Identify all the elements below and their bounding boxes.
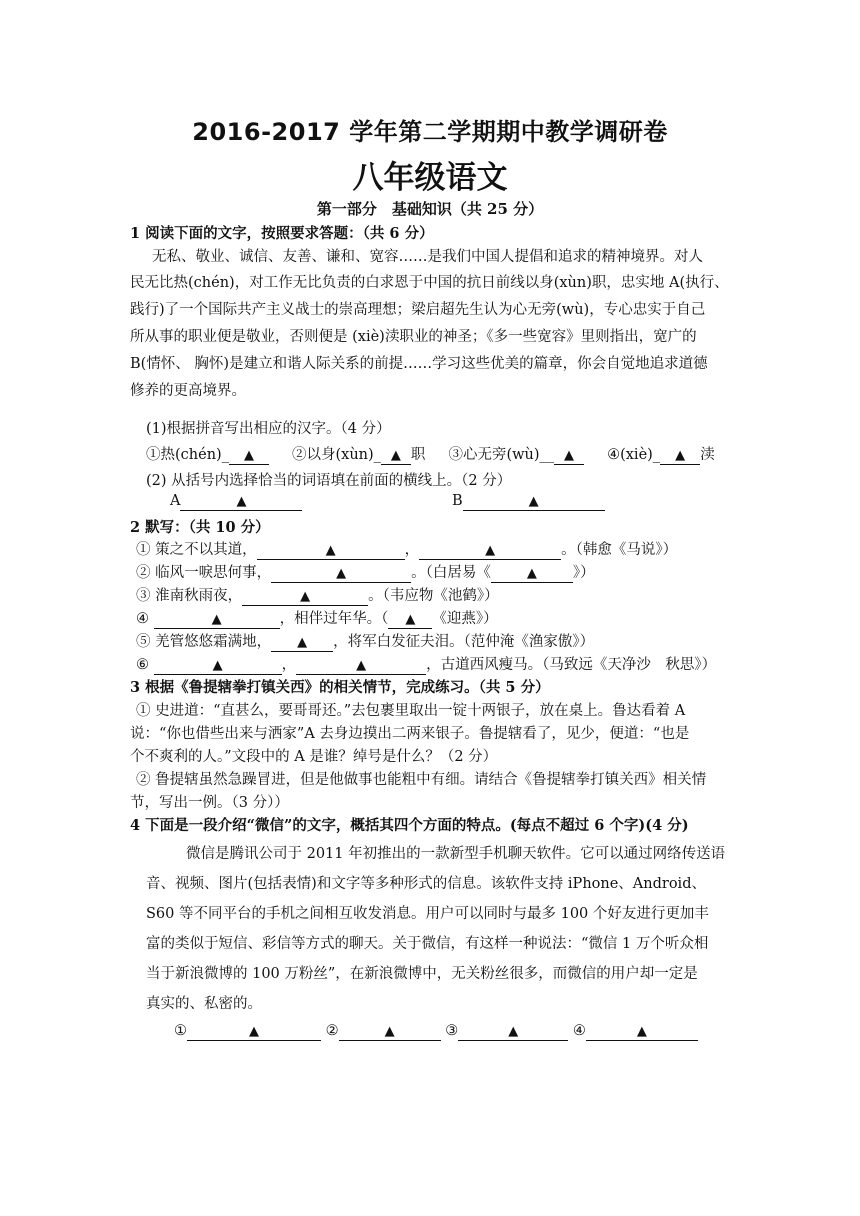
- answer-blank[interactable]: [271, 634, 333, 652]
- item-label: A: [170, 493, 181, 509]
- q4-passage-line: 当于新浪微博的 100 万粉丝”，在新浪微博中，无关粉丝很多，而微信的用户却一定是: [146, 966, 698, 982]
- triangle-marker-icon: ▲: [390, 448, 401, 463]
- answer-blank[interactable]: [257, 542, 405, 560]
- q1-sub1: (1)根据拼音写出相应的汉字。（4 分）: [146, 421, 391, 437]
- item-text: ⑤ 羌管悠悠霜满地，: [136, 634, 272, 650]
- q3-line: 说：“你也借些出来与洒家”A 去身边摸出二两来银子。鲁提辖看了，见少，便道：“也是: [130, 726, 690, 742]
- item-text: ，将军白发征夫泪。（范仲淹《渔家傲》）: [333, 634, 595, 650]
- answer-blank[interactable]: [586, 1023, 698, 1041]
- q3-line: 个不爽利的人。”文段中的 A 是谁？绰号是什么？（2 分）: [130, 749, 498, 765]
- answer-blank[interactable]: [296, 657, 426, 675]
- answer-blank[interactable]: [242, 588, 368, 606]
- q1-passage-line: 践行)了一个国际共产主义战士的崇高理想；梁启超先生认为心无旁(wù)，专心忠实于自己: [130, 302, 706, 318]
- triangle-marker-icon: ▲: [675, 448, 686, 463]
- q1-sub1-items: [146, 443, 715, 465]
- triangle-marker-icon: ▲: [405, 612, 416, 627]
- item-text: ，古道西风瘦马。（马致远《天净沙 秋思》）: [426, 657, 717, 673]
- answer-blank[interactable]: [271, 565, 411, 583]
- answer-blank[interactable]: [187, 1023, 321, 1041]
- item-label: B: [452, 493, 463, 509]
- q2-item: [136, 653, 716, 675]
- item-text: 。（韦应物《池鹤》）: [368, 588, 499, 604]
- answer-blank[interactable]: [339, 1023, 441, 1041]
- item-text: ，: [281, 657, 297, 673]
- item-text: ⑥: [136, 657, 154, 673]
- q1-passage-line: 所从事的职业便是敬业，否则便是 (xiè)渎职业的神圣；《多一些宽容》里则指出，宽广的: [130, 329, 697, 345]
- triangle-marker-icon: ▲: [336, 566, 347, 581]
- item-label: ②: [325, 1023, 339, 1039]
- answer-blank[interactable]: [154, 657, 282, 675]
- answer-blank[interactable]: [388, 611, 432, 629]
- exam-title: 2016-2017 学年第二学期期中教学调研卷: [192, 118, 668, 146]
- item-label: 渎: [700, 447, 715, 463]
- triangle-marker-icon: ▲: [243, 448, 254, 463]
- triangle-marker-icon: ▲: [249, 1024, 259, 1039]
- answer-blank[interactable]: [554, 447, 584, 465]
- triangle-marker-icon: ▲: [356, 658, 367, 673]
- answer-blank-a[interactable]: [180, 493, 302, 511]
- triangle-marker-icon: ▲: [485, 543, 496, 558]
- item-label: ③: [445, 1023, 459, 1039]
- q1-heading: 1 阅读下面的文字，按照要求答题：（共 6 分）: [130, 225, 434, 242]
- item-label: ①: [174, 1023, 187, 1039]
- q2-item: [136, 584, 499, 606]
- q4-answers: [174, 1023, 698, 1041]
- q1-sub2: (2) 从括号内选择恰当的词语填在前面的横线上。（2 分）: [146, 473, 512, 489]
- q4-passage-line: 音、视频、图片(包括表情)和文字等多种形式的信息。该软件支持 iPhone、Android、: [146, 876, 706, 892]
- answer-blank[interactable]: [381, 447, 411, 465]
- item-text: ，: [404, 542, 420, 558]
- q2-item: [136, 561, 595, 583]
- triangle-marker-icon: ▲: [325, 543, 336, 558]
- triangle-marker-icon: ▲: [508, 1024, 519, 1039]
- item-text: ，相伴过年华。（: [279, 611, 389, 627]
- q2-item: [136, 630, 594, 652]
- triangle-marker-icon: ▲: [526, 566, 537, 581]
- answer-blank[interactable]: [491, 565, 573, 583]
- triangle-marker-icon: ▲: [564, 448, 575, 463]
- q3-heading: 3 根据《鲁提辖拳打镇关西》的相关情节，完成练习。（共 5 分）: [130, 679, 550, 696]
- answer-blank[interactable]: [419, 542, 561, 560]
- triangle-marker-icon: ▲: [636, 1024, 647, 1039]
- item-label: ④: [572, 1023, 586, 1039]
- q1-passage-line: 民无比热(chén)，对工作无比负责的白求恩于中国的抗日前线以身(xùn)职，忠实地 A(执行、: [130, 275, 729, 291]
- q3-line: 节，写出一例。（3 分））: [130, 795, 289, 811]
- q1-passage-line: 修养的更高境界。: [130, 383, 246, 399]
- subject-title: 八年级语文: [352, 160, 508, 196]
- item-label: 职: [410, 447, 426, 463]
- q1-sub2-a: [170, 493, 302, 511]
- triangle-marker-icon: ▲: [297, 635, 308, 650]
- triangle-marker-icon: ▲: [212, 658, 223, 673]
- triangle-marker-icon: ▲: [528, 494, 539, 509]
- q3-line: ② 鲁提辖虽然急躁冒进，但是他做事也能粗中有细。请结合《鲁提辖拳打镇关西》相关情: [136, 772, 707, 788]
- q2-item: [136, 538, 677, 560]
- item-text: 》）: [572, 565, 595, 581]
- item-label: ①热(chén)_: [146, 447, 229, 463]
- item-label: ③心无旁(wù)__: [448, 447, 555, 463]
- item-text: 。（韩愈《马说》）: [561, 542, 678, 558]
- answer-blank[interactable]: [660, 447, 700, 465]
- item-text: ① 策之不以其道，: [136, 542, 257, 558]
- answer-blank-b[interactable]: [463, 493, 605, 511]
- answer-blank[interactable]: [229, 447, 269, 465]
- item-text: 《迎燕》）: [432, 611, 498, 627]
- item-text: 。（白居易《: [411, 565, 491, 581]
- q4-passage-line: S60 等不同平台的手机之间相互收发消息。用户可以同时与最多 100 个好友进行更加丰: [146, 906, 709, 922]
- q4-passage-line: 微信是腾讯公司于 2011 年初推出的一款新型手机聊天软件。它可以通过网络传送语: [186, 846, 726, 862]
- q1-passage-line: B(情怀、 胸怀)是建立和谐人际关系的前提……学习这些优美的篇章，你会自觉地追求道德: [130, 356, 708, 372]
- answer-blank[interactable]: [154, 611, 280, 629]
- item-label: ②以身(xùn)_: [292, 447, 381, 463]
- q3-line: ① 史进道：“直甚么，要哥哥还。”去包裹里取出一锭十两银子，放在桌上。鲁达看着 A: [136, 703, 686, 719]
- q1-sub2-b: [452, 493, 605, 511]
- triangle-marker-icon: ▲: [384, 1024, 395, 1039]
- q4-passage-line: 真实的、私密的。: [146, 996, 262, 1012]
- item-label: ④(xiè)_: [607, 447, 661, 463]
- part-heading: 第一部分 基础知识（共 25 分）: [316, 200, 544, 218]
- answer-blank[interactable]: [458, 1023, 568, 1041]
- q2-item: [136, 607, 498, 629]
- triangle-marker-icon: ▲: [211, 612, 222, 627]
- triangle-marker-icon: ▲: [300, 589, 311, 604]
- q2-heading: 2 默写：（共 10 分）: [130, 519, 270, 536]
- item-text: ② 临风一唳思何事，: [136, 565, 272, 581]
- triangle-marker-icon: ▲: [236, 494, 247, 509]
- q1-passage-line: 无私、敬业、诚信、友善、谦和、宽容……是我们中国人提倡和追求的精神境界。对人: [152, 249, 703, 265]
- q4-heading: 4 下面是一段介绍“微信”的文字，概括其四个方面的特点。(每点不超过 6 个字)(4 分): [130, 817, 689, 834]
- item-text: ④: [136, 611, 154, 627]
- q4-passage-line: 富的类似于短信、彩信等方式的聊天。关于微信，有这样一种说法：“微信 1 万个听众相: [146, 936, 709, 952]
- item-text: ③ 淮南秋雨夜，: [136, 588, 243, 604]
